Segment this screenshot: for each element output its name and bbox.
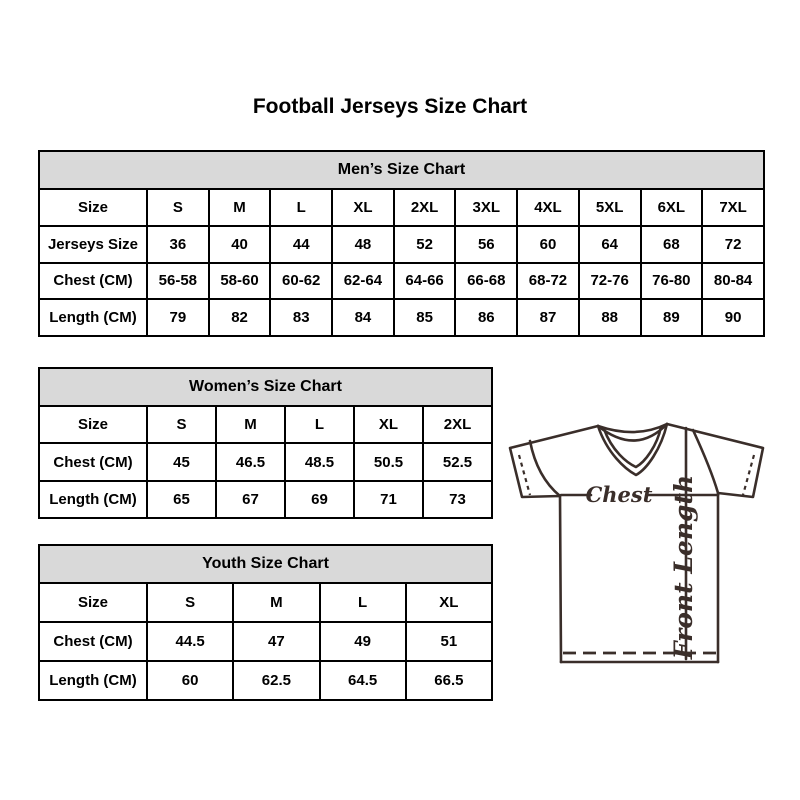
cell-value: 64	[579, 226, 641, 263]
front-length-label: Front Length	[669, 474, 698, 660]
cell-value: S	[147, 189, 209, 226]
cell-value: 67	[216, 481, 285, 518]
cell-value: 2XL	[394, 189, 456, 226]
cell-value: XL	[332, 189, 394, 226]
cell-value: 65	[147, 481, 216, 518]
cell-value: 68	[641, 226, 703, 263]
cell-value: 56	[455, 226, 517, 263]
table-title: Men’s Size Chart	[39, 151, 764, 189]
cell-value: 51	[406, 622, 492, 661]
cell-value: 50.5	[354, 443, 423, 480]
cell-value: 60-62	[270, 263, 332, 300]
cell-value: 90	[702, 299, 764, 336]
cell-value: 64.5	[320, 661, 406, 700]
jersey-measurement-diagram	[497, 395, 775, 687]
row-label: Size	[39, 583, 147, 622]
row-label: Jerseys Size	[39, 226, 147, 263]
cell-value: 72	[702, 226, 764, 263]
table-row	[39, 661, 492, 700]
cell-value: 83	[270, 299, 332, 336]
cell-value: 52.5	[423, 443, 492, 480]
cell-value: 72-76	[579, 263, 641, 300]
cell-value: 80-84	[702, 263, 764, 300]
cell-value: S	[147, 406, 216, 443]
cell-value: 46.5	[216, 443, 285, 480]
cell-value: 4XL	[517, 189, 579, 226]
cell-value: 47	[233, 622, 319, 661]
row-label: Size	[39, 189, 147, 226]
cell-value: 62-64	[332, 263, 394, 300]
table-row	[39, 299, 764, 336]
cell-value: 76-80	[641, 263, 703, 300]
cell-value: XL	[406, 583, 492, 622]
cell-value: 82	[209, 299, 271, 336]
cell-value: 71	[354, 481, 423, 518]
table-title: Women’s Size Chart	[39, 368, 492, 406]
table-row	[39, 406, 492, 443]
cell-value: 62.5	[233, 661, 319, 700]
row-label: Length (CM)	[39, 481, 147, 518]
jersey-outline-left	[510, 426, 598, 662]
row-label: Chest (CM)	[39, 443, 147, 480]
womens-size-table	[38, 367, 493, 519]
cell-value: 6XL	[641, 189, 703, 226]
cell-value: L	[320, 583, 406, 622]
row-label: Chest (CM)	[39, 263, 147, 300]
cell-value: 40	[209, 226, 271, 263]
cell-value: 60	[147, 661, 233, 700]
cell-value: 3XL	[455, 189, 517, 226]
row-label: Length (CM)	[39, 299, 147, 336]
cell-value: 44	[270, 226, 332, 263]
cell-value: M	[216, 406, 285, 443]
table-row	[39, 443, 492, 480]
cell-value: 44.5	[147, 622, 233, 661]
cell-value: L	[270, 189, 332, 226]
mens-size-table	[38, 150, 765, 337]
cell-value: 5XL	[579, 189, 641, 226]
cell-value: 49	[320, 622, 406, 661]
cell-value: 52	[394, 226, 456, 263]
cell-value: 60	[517, 226, 579, 263]
row-label: Chest (CM)	[39, 622, 147, 661]
cell-value: 85	[394, 299, 456, 336]
row-label: Length (CM)	[39, 661, 147, 700]
left-armhole-seam	[530, 441, 560, 496]
cell-value: 69	[285, 481, 354, 518]
cell-value: 48.5	[285, 443, 354, 480]
cell-value: M	[209, 189, 271, 226]
table-row	[39, 226, 764, 263]
youth-size-table	[38, 544, 493, 701]
table-row	[39, 622, 492, 661]
collar-back-arc-outer	[598, 424, 667, 432]
cell-value: 56-58	[147, 263, 209, 300]
cell-value: 79	[147, 299, 209, 336]
cell-value: M	[233, 583, 319, 622]
row-label: Size	[39, 406, 147, 443]
cell-value: 89	[641, 299, 703, 336]
cell-value: 73	[423, 481, 492, 518]
table-row	[39, 189, 764, 226]
table-title: Youth Size Chart	[39, 545, 492, 583]
page-title: Football Jerseys Size Chart	[252, 95, 528, 118]
cell-value: S	[147, 583, 233, 622]
cell-value: 86	[455, 299, 517, 336]
cell-value: 68-72	[517, 263, 579, 300]
cell-value: XL	[354, 406, 423, 443]
right-cuff-dashed-line	[743, 455, 754, 495]
cell-value: 64-66	[394, 263, 456, 300]
cell-value: 84	[332, 299, 394, 336]
table-row	[39, 481, 492, 518]
table-row	[39, 263, 764, 300]
cell-value: 88	[579, 299, 641, 336]
cell-value: 7XL	[702, 189, 764, 226]
cell-value: 48	[332, 226, 394, 263]
cell-value: 36	[147, 226, 209, 263]
cell-value: L	[285, 406, 354, 443]
chest-label: Chest	[585, 482, 653, 507]
table-row	[39, 583, 492, 622]
cell-value: 2XL	[423, 406, 492, 443]
cell-value: 66-68	[455, 263, 517, 300]
cell-value: 66.5	[406, 661, 492, 700]
cell-value: 87	[517, 299, 579, 336]
cell-value: 58-60	[209, 263, 271, 300]
cell-value: 45	[147, 443, 216, 480]
